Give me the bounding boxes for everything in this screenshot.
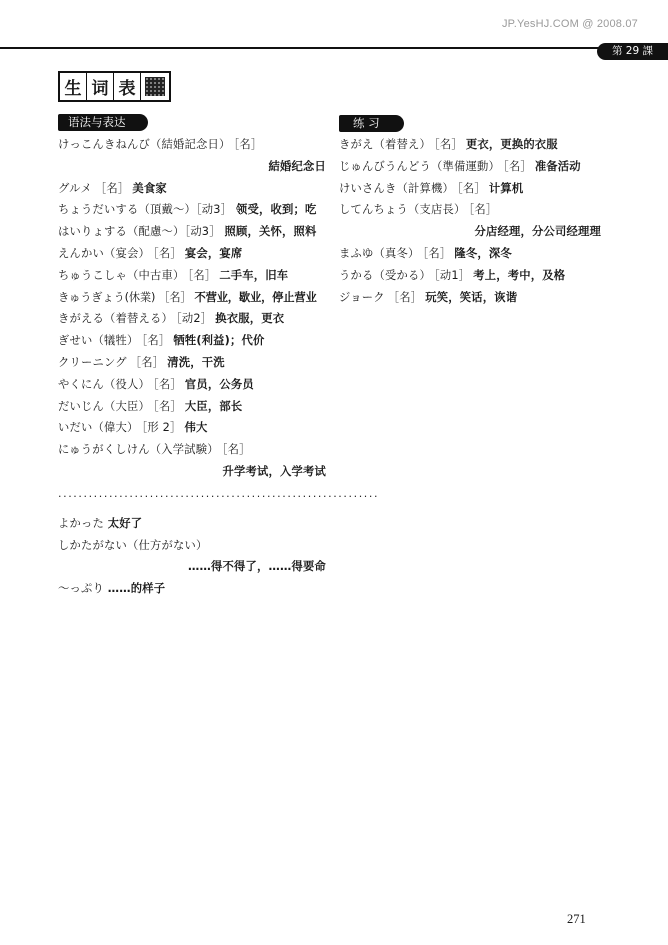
entry-pos: ［名］: [387, 290, 423, 304]
entry-reading: えんかい（宴会）: [58, 246, 150, 260]
entry-pos: ［名］: [152, 399, 182, 413]
entry-meaning: 伟大: [184, 421, 208, 435]
entry-meaning: 不营业，歇业，停止营业: [194, 290, 317, 304]
vocab-entry: [58, 265, 326, 287]
entry-reading: まふゆ（真冬）: [339, 246, 420, 260]
entry-meaning: 分店经理，分公司经理理: [474, 225, 601, 239]
entry-pos: ［动1］: [433, 268, 471, 282]
entry-reading: きゅうぎょう(休業): [58, 290, 156, 304]
entry-pos: ［名］: [187, 268, 217, 282]
vocab-entry: [58, 396, 326, 418]
entry-pos: ［名］: [94, 181, 130, 195]
entry-meaning: 清洗，干洗: [167, 355, 225, 369]
page-number: 271: [567, 912, 586, 926]
entry-reading: ちゅうこしゃ（中古車）: [58, 268, 185, 282]
vocab-entry: [58, 374, 326, 396]
entry-meaning: ……得不得了，……得要命: [188, 560, 326, 574]
expression-entry: [58, 578, 326, 600]
entry-reading: やくにん（役人）: [58, 377, 150, 391]
vocab-entry: [339, 178, 601, 200]
entry-pos: ［名］: [502, 159, 532, 173]
vocab-entry: [339, 265, 601, 287]
entry-reading: けいさんき（計算機）: [339, 181, 454, 195]
entry-reading: ジョーク: [339, 290, 385, 304]
entry-meaning: 考上，考中，及格: [473, 268, 566, 282]
entry-reading: よかった: [58, 516, 104, 530]
vocab-entry: [339, 156, 601, 178]
vocab-entry: [58, 439, 326, 461]
entry-reading: いだい（偉大）: [58, 421, 139, 435]
entry-reading: グルメ: [58, 181, 92, 195]
expression-entry: [58, 535, 326, 557]
title-char: 表: [114, 73, 141, 100]
vocab-entry: [58, 243, 326, 265]
entry-reading: ぎせい（犠牲）: [58, 334, 139, 348]
top-rule: [0, 47, 604, 49]
entry-reading: はいりょする（配慮～）［动3］: [58, 225, 221, 239]
entry-meaning: 换衣服，更衣: [215, 312, 285, 326]
entry-pos: ［名］: [152, 246, 182, 260]
vocab-entry: [58, 156, 326, 178]
lesson-tab: 第 29 課: [597, 43, 668, 60]
entry-pos: ［动2］: [175, 312, 213, 326]
entry-meaning: 太好了: [107, 516, 143, 530]
entry-meaning: 更衣，更换的衣服: [465, 138, 558, 151]
entry-pos: ［名］: [152, 377, 182, 391]
entry-reading: けっこんきねんび（結婚記念日）: [58, 138, 231, 151]
entry-reading: うかる（受かる）: [339, 268, 431, 282]
entry-reading: にゅうがくしけん（入学試験）: [58, 443, 219, 457]
expression-entry: [58, 556, 326, 578]
entry-pos: ［形 2］: [141, 421, 182, 435]
vocab-entry: [339, 134, 601, 156]
entry-meaning: 大臣，部长: [184, 399, 243, 413]
vocab-entry: [339, 221, 601, 243]
entry-meaning: 結婚纪念日: [268, 159, 326, 173]
vocab-entry: [58, 308, 326, 330]
vocab-entry: [58, 330, 326, 352]
entry-meaning: 二手车，旧车: [219, 268, 289, 282]
vocab-entry: [58, 199, 326, 221]
entry-pos: ［名］: [433, 138, 463, 151]
entry-pos: ［名］: [468, 203, 498, 217]
entry-meaning: 准备活动: [534, 159, 581, 173]
entry-pos: ［名］: [158, 290, 192, 304]
entry-meaning: 玩笑，笑话，诙谐: [425, 290, 518, 304]
right-column: [339, 134, 601, 308]
entry-pos: ［名］: [233, 138, 263, 151]
vocab-entry: [58, 461, 326, 483]
section-label-grammar: 语法与表达: [58, 114, 148, 131]
title-char: 生: [60, 73, 87, 100]
entry-reading: してんちょう（支店長）: [339, 203, 466, 217]
watermark: JP.YesHJ.COM @ 2008.07: [501, 18, 638, 30]
vocab-entry: [58, 417, 326, 439]
entry-reading: きがえる（着替える）: [58, 312, 173, 326]
vocab-entry: [58, 134, 326, 156]
entry-reading: じゅんびうんどう（準備運動）: [339, 159, 500, 173]
entry-meaning: 官员，公务员: [184, 377, 254, 391]
vocab-entry: [58, 178, 326, 200]
vocab-entry: [58, 221, 326, 243]
vocab-entry: [339, 199, 601, 221]
entry-pos: ［名］: [422, 246, 452, 260]
entry-meaning: 隆冬，深冬: [454, 246, 512, 260]
vocabulary-title: [58, 71, 171, 102]
entry-reading: だいじん（大臣）: [58, 399, 150, 413]
entry-reading: ちょうだいする（頂戴～）［动3］: [58, 203, 233, 217]
dotted-divider: ·······························································: [58, 489, 380, 503]
entry-meaning: ……的样子: [107, 582, 166, 596]
entry-meaning: 美食家: [132, 181, 167, 195]
entry-pos: ［名］: [141, 334, 171, 348]
entry-meaning: 宴会，宴席: [184, 246, 243, 260]
entry-meaning: 升学考试，入学考试: [222, 464, 326, 478]
vocab-entry: [339, 243, 601, 265]
entry-pos: ［名］: [129, 355, 165, 369]
entry-reading: ～っぷり: [58, 582, 104, 596]
entry-pos: ［名］: [456, 181, 486, 195]
section-label-exercise: 练 习: [339, 115, 404, 132]
vocab-entry: [339, 287, 601, 309]
expression-entry: [58, 513, 326, 535]
vocab-entry: [58, 352, 326, 374]
entry-reading: クリーニング: [58, 355, 127, 369]
entry-meaning: 计算机: [488, 181, 524, 195]
entry-reading: きがえ（着替え）: [339, 138, 431, 151]
entry-meaning: 领受，收到；吃: [236, 203, 317, 217]
title-char: 词: [87, 73, 114, 100]
vocab-entry: [58, 287, 326, 309]
entry-pos: ［名］: [221, 443, 251, 457]
entry-reading: しかたがない（仕方がない）: [58, 538, 208, 552]
entry-meaning: 照顾，关怀，照料: [224, 225, 317, 239]
title-decoration-icon: [141, 73, 169, 100]
entry-meaning: 牺牲(利益)；代价: [173, 334, 265, 348]
